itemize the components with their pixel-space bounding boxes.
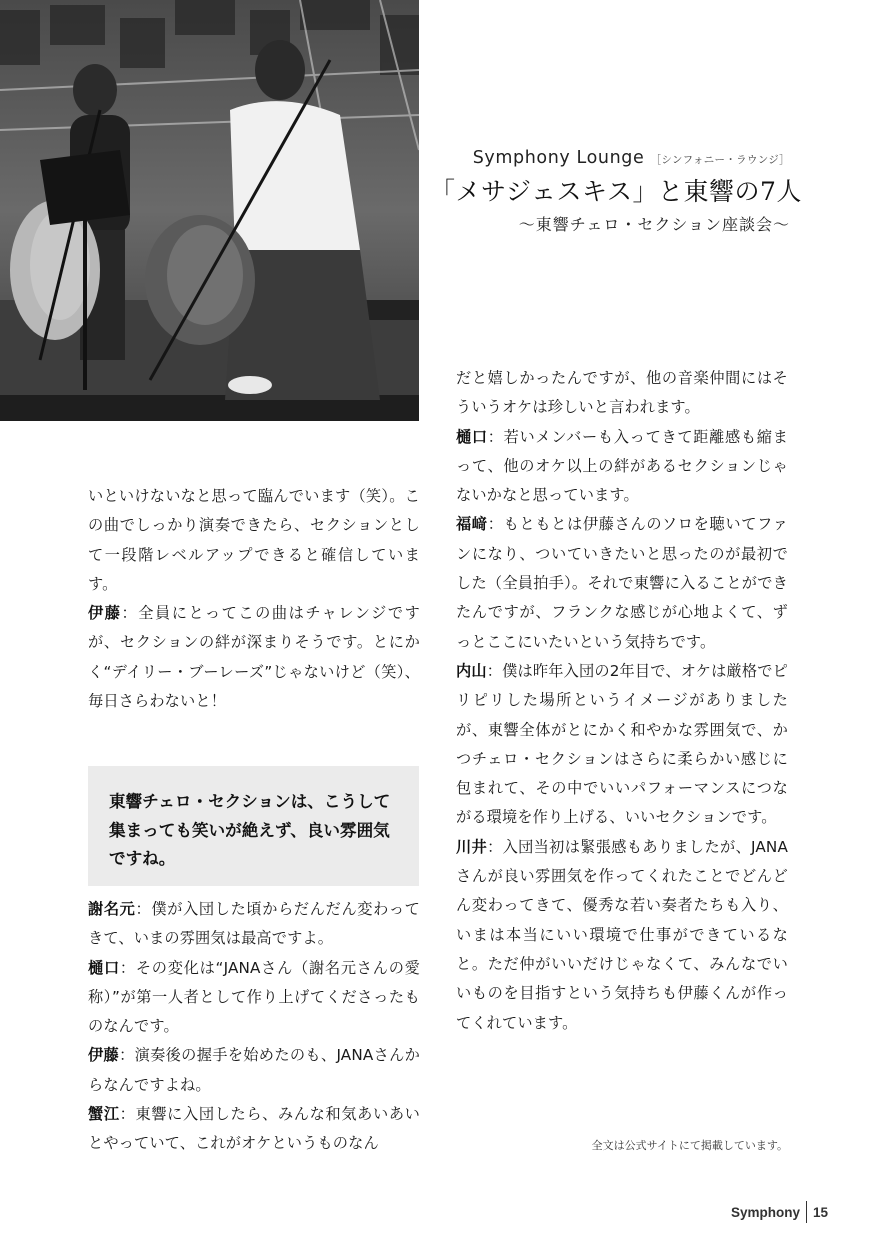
paragraph bbox=[88, 954, 420, 1042]
paragraph bbox=[88, 1041, 420, 1100]
speaker-name: 川井 bbox=[456, 837, 488, 856]
paragraph-text: ：全員にとってこの曲はチャレンジですが、セクションの絆が深まりそうです。とにかく“デイリー・ブーレーズ”じゃないけど（笑）、毎日さらわないと！ bbox=[88, 604, 420, 711]
speaker-name: 福﨑 bbox=[456, 515, 488, 534]
page-footer bbox=[731, 1201, 828, 1223]
speaker-name: 蟹江 bbox=[88, 1105, 120, 1124]
speaker-name: 伊藤 bbox=[88, 604, 122, 623]
interviewer-question-box bbox=[88, 766, 419, 886]
cellists-photo-illustration bbox=[0, 0, 419, 421]
magazine-name: Symphony bbox=[730, 1204, 800, 1220]
series-title-ja: ［シンフォニー・ラウンジ］ bbox=[650, 154, 790, 166]
article-title: 「メサジェスキス」と東響の7人 bbox=[430, 177, 802, 206]
cellists-photo bbox=[0, 0, 419, 421]
paragraph-text: ：その変化は“JANAさん（謝名元さんの愛称）”が第一人者として作り上げてくださったものなんです。 bbox=[88, 958, 420, 1036]
full-text-note: 全文は公式サイトにて掲載しています。 bbox=[591, 1139, 788, 1152]
paragraph bbox=[88, 895, 420, 954]
speaker-name: 謝名元 bbox=[88, 900, 136, 918]
paragraph-text: ：僕は昨年入団の2年目で、オケは厳格でピリピリした場所というイメージがありましたが、東響全体がとにかく和やかな雰囲気で、かつチェロ・セクションはさらに柔らかい感じに包まれて、その中でいいパフォーマンスにつながる環境を作り上げる、いいセクションです。 bbox=[456, 661, 788, 827]
interviewer-question: 東響チェロ・セクションは、こうして集まっても笑いが絶えず、良い雰囲気ですね。 bbox=[109, 792, 391, 868]
paragraph-text: ：演奏後の握手を始めたのも、JANAさんからなんですよね。 bbox=[88, 1046, 420, 1094]
speaker-name: 樋口 bbox=[456, 427, 488, 446]
series-title-en: Symphony Lounge bbox=[472, 148, 645, 168]
article-header bbox=[430, 148, 802, 235]
paragraph-text: ：東響に入団したら、みんな和気あいあいとやっていて、これがオケというものなん bbox=[88, 1105, 420, 1153]
speaker-name: 内山 bbox=[456, 661, 487, 680]
article-subtitle: 〜東響チェロ・セクション座談会〜 bbox=[518, 215, 790, 234]
paragraph bbox=[88, 482, 420, 599]
series-line bbox=[430, 148, 790, 168]
paragraph bbox=[456, 510, 788, 656]
left-column-bottom bbox=[88, 895, 420, 1159]
speaker-name: 樋口 bbox=[88, 958, 120, 977]
paragraph bbox=[456, 833, 788, 1038]
paragraph bbox=[456, 423, 788, 511]
paragraph bbox=[456, 657, 788, 833]
paragraph-text: だと嬉しかったんですが、他の音楽仲間にはそういうオケは珍しいと言われます。 bbox=[456, 369, 788, 417]
left-column-top bbox=[88, 482, 420, 716]
speaker-name: 伊藤 bbox=[88, 1046, 120, 1065]
paragraph bbox=[456, 364, 788, 423]
paragraph-text: ：もともとは伊藤さんのソロを聴いてファンになり、ついていきたいと思ったのが最初でした（全員拍手）。それで東響に入ることができたんですが、フランクな感じが心地よくて、ずっとここにいたいという気持ちです。 bbox=[456, 515, 788, 651]
paragraph-text: ：入団当初は緊張感もありましたが、JANAさんが良い雰囲気を作ってくれたことでどんどん変わってきて、優秀な若い奏者たちも入り、いまは本当にいい環境で仕事ができているなと。ただ仲がいいだけじゃなくて、みんなでいいものを目指すという気持ちも伊藤くんが作ってくれています。 bbox=[456, 837, 788, 1032]
paragraph-text: いといけないなと思って臨んでいます（笑）。この曲でしっかり演奏できたら、セクションとして一段階レベルアップできると確信しています。 bbox=[88, 487, 420, 593]
page-number: 15 bbox=[812, 1204, 828, 1220]
paragraph bbox=[88, 1100, 420, 1159]
paragraph-text: ：僕が入団した頃からだんだん変わってきて、いまの雰囲気は最高ですよ。 bbox=[88, 900, 420, 948]
footer-divider bbox=[806, 1201, 807, 1223]
paragraph-text: ：若いメンバーも入ってきて距離感も縮まって、他のオケ以上の絆があるセクションじゃないかなと思っています。 bbox=[456, 427, 788, 505]
right-column bbox=[456, 364, 788, 1038]
paragraph bbox=[88, 599, 420, 716]
